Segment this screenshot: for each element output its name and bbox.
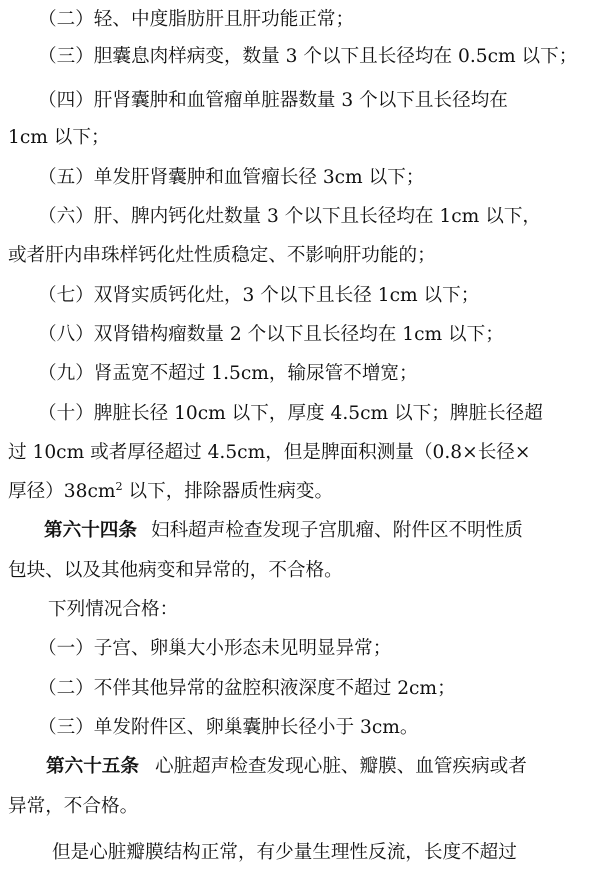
- text-span: [8, 472, 333, 512]
- text-line: [0, 0, 594, 40]
- text-line: [0, 276, 594, 316]
- text-span: （二）轻、中度脂肪肝且肝功能正常；: [38, 9, 355, 30]
- text-span: 或者肝内串珠样钙化灶性质稳定、不影响肝功能的；: [8, 245, 436, 266]
- text-line: [0, 629, 594, 669]
- superscript: 2: [115, 479, 123, 493]
- text-span: 下列情况合格：: [48, 599, 179, 620]
- text-line: [0, 669, 594, 709]
- text-span: （七）双肾实质钙化灶，3 个以下且长径 1cm 以下；: [38, 285, 480, 306]
- text-span: 厚径）38cm: [8, 481, 116, 502]
- text-line: [0, 787, 594, 827]
- text-line: [0, 747, 594, 787]
- text-line: [0, 354, 594, 394]
- text-span: 异常，不合格。: [8, 796, 139, 817]
- text-line: [0, 511, 594, 551]
- text-span: [44, 511, 523, 551]
- text-line: [0, 394, 594, 434]
- article-heading: 第六十四条: [44, 520, 137, 541]
- text-span: （六）肝、脾内钙化灶数量 3 个以下且长径均在 1cm 以下，: [38, 206, 542, 227]
- text-span: （四）肝肾囊肿和血管瘤单脏器数量 3 个以下且长径均在: [38, 90, 508, 111]
- text-span: [46, 747, 527, 787]
- text-line: [0, 81, 594, 121]
- text-line: [0, 833, 594, 873]
- text-span: （八）双肾错构瘤数量 2 个以下且长径均在 1cm 以下；: [38, 324, 504, 345]
- text-span: （三）单发附件区、卵巢囊肿长径小于 3cm。: [38, 717, 419, 738]
- text-line: [0, 197, 594, 237]
- text-line: [0, 708, 594, 748]
- text-span: 以下，排除器质性病变。: [122, 481, 334, 502]
- text-line: [0, 158, 594, 198]
- text-line: [0, 315, 594, 355]
- text-line: [0, 590, 594, 630]
- text-span: （十）脾脏长径 10cm 以下，厚度 4.5cm 以下；脾脏长径超: [38, 403, 543, 424]
- text-line: [0, 551, 594, 591]
- text-span: （一）子宫、卵巢大小形态未见明显异常；: [38, 638, 392, 659]
- text-span: （三）胆囊息肉样病变，数量 3 个以下且长径均在 0.5cm 以下；: [38, 46, 578, 67]
- text-span: 但是心脏瓣膜结构正常，有少量生理性反流，长度不超过: [52, 842, 517, 863]
- text-line: [0, 433, 594, 473]
- text-span: 心脏超声检查发现心脏、瓣膜、血管疾病或者: [154, 756, 527, 777]
- text-span: 包块、以及其他病变和异常的，不合格。: [8, 560, 343, 581]
- text-line: [0, 236, 594, 276]
- text-span: （五）单发肝肾囊肿和血管瘤长径 3cm 以下；: [38, 167, 425, 188]
- text-span: 过 10cm 或者厚径超过 4.5cm，但是脾面积测量（0.8×长径×: [8, 442, 531, 463]
- text-line: [0, 37, 594, 77]
- text-span: （九）肾盂宽不超过 1.5cm，输尿管不增宽；: [38, 363, 418, 384]
- text-line: [0, 118, 594, 158]
- article-heading: 第六十五条: [46, 756, 139, 777]
- text-span: 1cm 以下；: [8, 127, 110, 148]
- text-span: 妇科超声检查发现子宫肌瘤、附件区不明性质: [150, 520, 523, 541]
- text-span: （二）不伴其他异常的盆腔积液深度不超过 2cm；: [38, 678, 456, 699]
- text-line: [0, 472, 594, 512]
